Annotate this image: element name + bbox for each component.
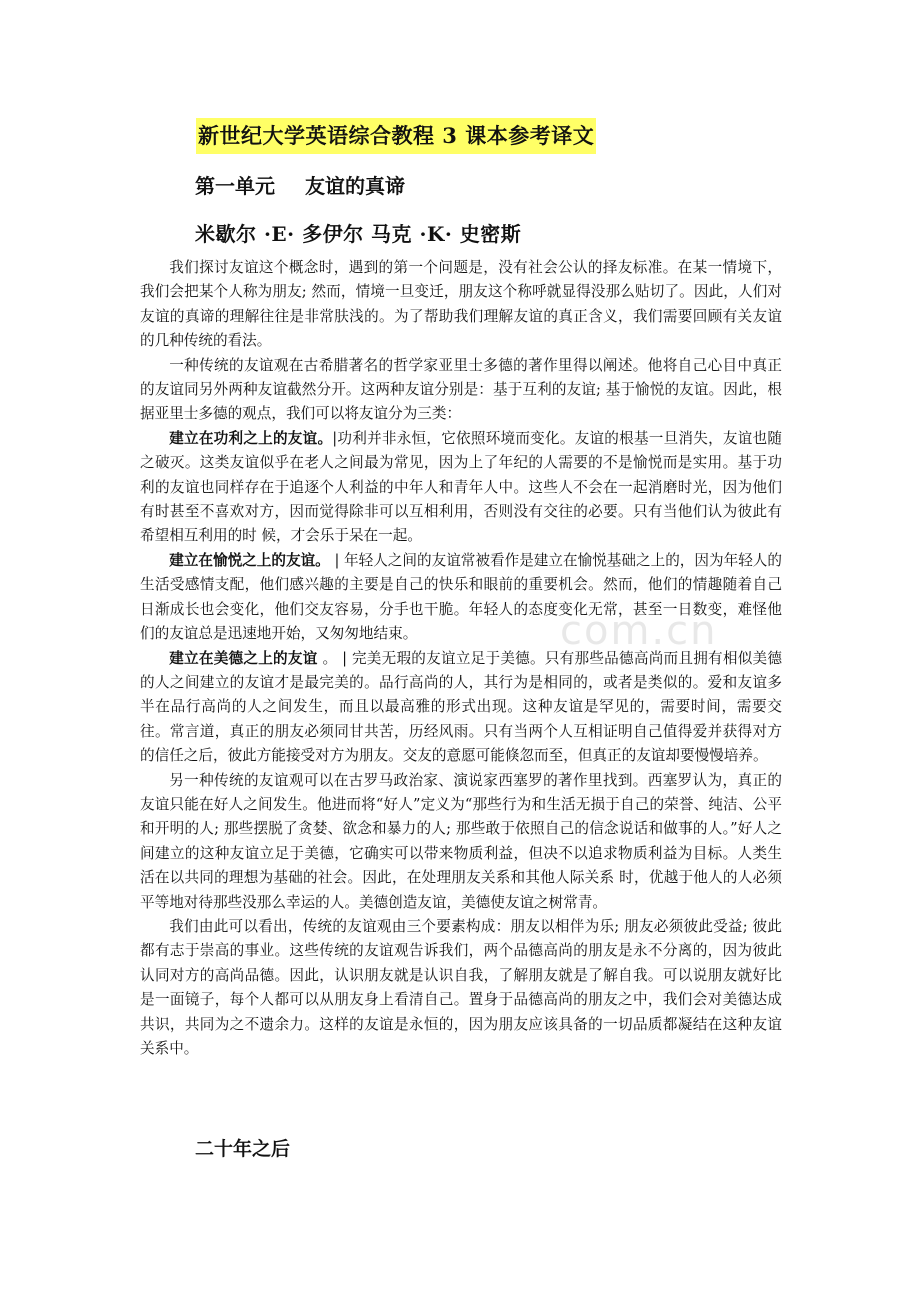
paragraph-text: | 年轻人之间的友谊常被看作是建立在愉悦基础之上的，因为年轻人的生活受感情支配，他们感兴趣的主要是自己的快乐和眼前的重要机会。然而，他们的情趣随着自己日渐成长也会变化，他们交友容易，分手也干脆。年轻人的态度变化无常，甚至一日数变，难怪他们的友谊总是迅速地开始，又匆匆地结束。 [140,551,782,643]
next-section-title: 二十年之后 [195,1138,291,1160]
unit-title: 友谊的真谛 [305,174,405,198]
paragraph-lead: 建立在功利之上的友谊。 [169,429,333,447]
author-line: 米歇尔 ·E· 多伊尔 马克 ·K· 史密斯 [195,222,522,246]
paragraph-text: 另一种传统的友谊观可以在古罗马政治家、演说家西塞罗的著作里找到。西塞罗认为，真正的友谊只能在好人之间发生。他进而将“好人”定义为“那些行为和生活无损于自己的荣誉、纯洁、公平和开明的人; 那些摆脱了贪婪、欲念和暴力的人; 那些敢于依照自己的信念说话和做事的人。”好人之间建立的这种友谊立足于美德，它确实可以带来物质利益，但决不以追求物质利益为目标。人类生活在以共同的理想为基础的社会。因此，在处理朋友关系和其他人际关系 时，优越于他人的人必须平等地对待那些没那么幸运的人。美德创造友谊，美德使友谊之树常青。 [140,771,782,911]
paragraph-lead: 建立在愉悦之上的友谊。 [169,551,330,569]
paragraph [140,354,782,427]
paragraph [140,769,782,915]
paragraph-text: 我们由此可以看出，传统的友谊观由三个要素构成：朋友以相伴为乐; 朋友必须彼此受益; 彼此都有志于崇高的事业。这些传统的友谊观告诉我们，两个品德高尚的朋友是永不分离的，因为彼此认同对方的高尚品德。因此，认识朋友就是认识自我，了解朋友就是了解自我。可以说朋友就好比是一面镜子，每个人都可以从朋友身上看清自己。置身于品德高尚的朋友之中，我们会对美德达成共识，共同为之不遗余力。这样的友谊是永恒的，因为朋友应该具备的一切品质都凝结在这种友谊关系中。 [140,917,782,1057]
paragraph [140,915,782,1061]
paragraph-lead: 建立在美德之上的友谊 [169,649,318,667]
paragraph-text: |功利并非永恒，它依照环境而变化。友谊的根基一旦消失，友谊也随之破灭。这类友谊似乎在老人之间最为常见，因为上了年纪的人需要的不是愉悦而是实用。基于功利的友谊也同样存在于追逐个人利益的中年人和青年人中。这些人不会在一起消磨时光，因为他们有时甚至不喜欢对方，因而觉得除非可以互相利用，否则没有交往的必要。只有当他们认为彼此有希望相互利用的时 候，才会乐于呆在一起。 [140,429,782,545]
unit-label: 第一单元 [195,174,275,198]
paragraph-text: 一种传统的友谊观在古希腊著名的哲学家亚里士多德的著作里得以阐述。他将自己心目中真正的友谊同另外两种友谊截然分开。这两种友谊分别是：基于互利的友谊; 基于愉悦的友谊。因此，根据亚里士多德的观点，我们可以将友谊分为三类： [140,356,782,423]
paragraph [140,427,782,549]
paragraph-text: 。 | 完美无瑕的友谊立足于美德。只有那些品德高尚而且拥有相似美德的人之间建立的友谊才是最完美的。品行高尚的人，其行为是相同的，或者是类似的。爱和友谊多半在品行高尚的人之间发生，而且以最高雅的形式出现。这种友谊是罕见的，需要时间，需要交 往。常言道，真正的朋友必须同甘共苦，历经风雨。只有当两个人互相证明自己值得爱并获得对方的信任之后，彼此方能接受对方为朋友。交友的意愿可能倏忽而至，但真正的友谊却要慢慢培养。 [140,649,782,765]
paragraph [140,549,782,647]
document-title: 新世纪大学英语综合教程 3 课本参考译文 [196,118,596,154]
paragraph [140,256,782,354]
body-text [140,256,782,1061]
paragraph-text: 我们探讨友谊这个概念时，遇到的第一个问题是，没有社会公认的择友标准。在某一情境下，我们会把某个人称为朋友; 然而，情境一旦变迁，朋友这个称呼就显得没那么贴切了。因此，人们对友谊的真谛的理解往往是非常肤浅的。为了帮助我们理解友谊的真正含义，我们需要回顾有关友谊的几种传统的看法。 [140,259,782,350]
unit-heading [195,170,405,199]
watermark: com.cn [560,608,718,654]
paragraph [140,647,782,769]
